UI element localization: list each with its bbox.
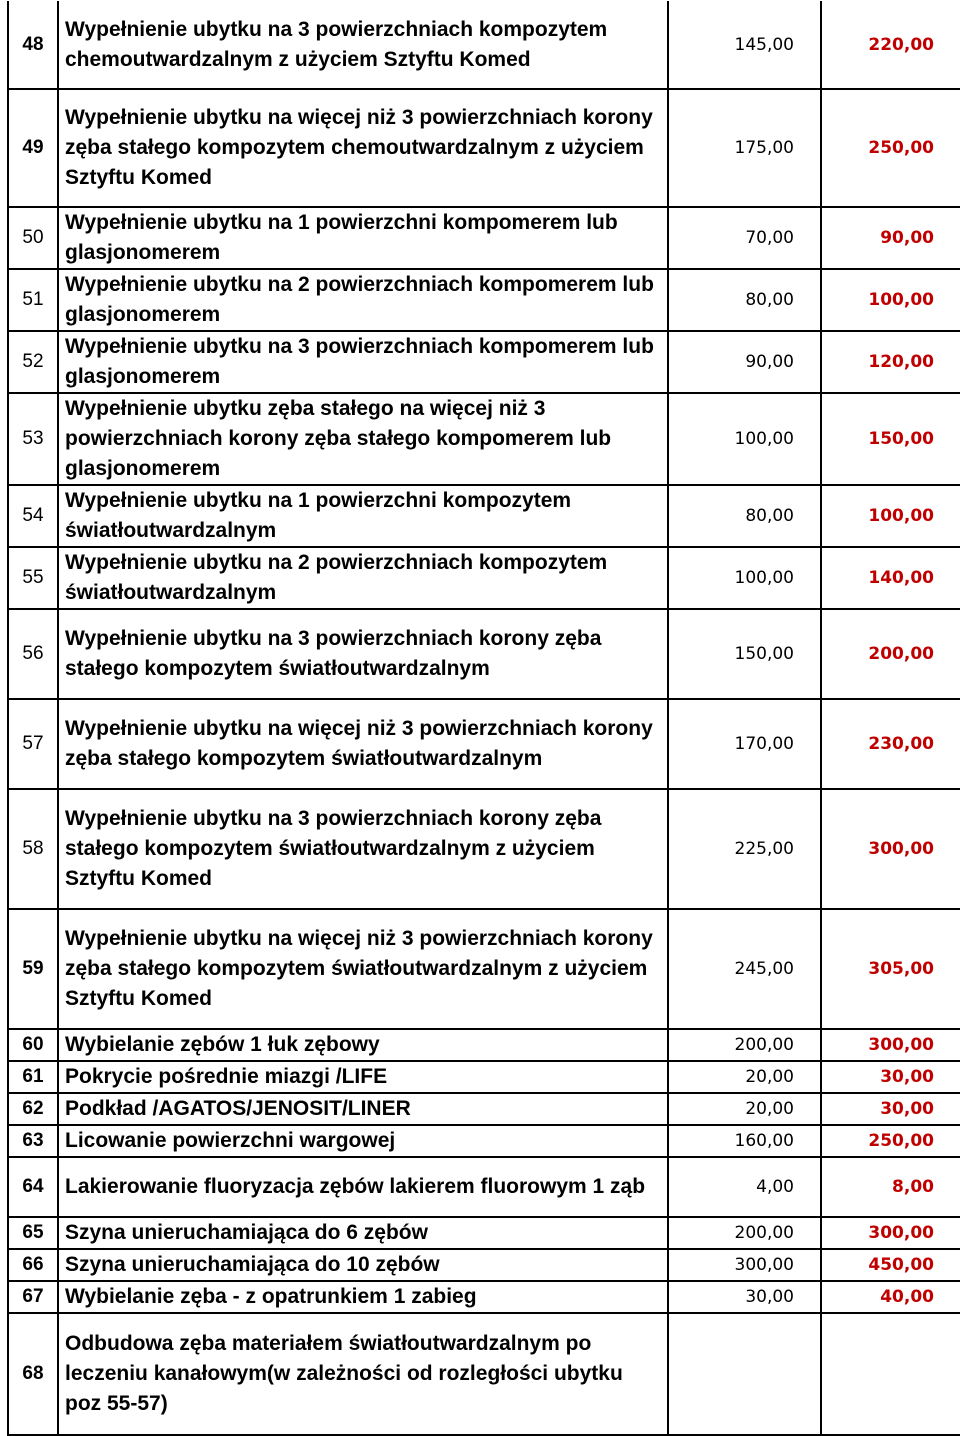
table-row xyxy=(8,1029,960,1061)
table-row xyxy=(8,909,960,1029)
price-2: 100,00 xyxy=(821,485,960,547)
row-number: 67 xyxy=(8,1281,58,1313)
service-description: Wypełnienie ubytku zęba stałego na więcej niż 3 powierzchniach korony zęba stałego kompomerem lub glasjonomerem xyxy=(58,393,668,485)
table-row xyxy=(8,1,960,89)
row-number: 51 xyxy=(8,269,58,331)
price-1: 145,00 xyxy=(668,1,821,89)
row-number: 49 xyxy=(8,89,58,207)
table-row xyxy=(8,609,960,699)
row-number: 52 xyxy=(8,331,58,393)
price-2: 230,00 xyxy=(821,699,960,789)
table-row xyxy=(8,393,960,485)
price-2: 140,00 xyxy=(821,547,960,609)
service-description: Lakierowanie fluoryzacja zębów lakierem fluorowym 1 ząb xyxy=(58,1157,668,1217)
price-2 xyxy=(821,1313,960,1435)
table-row xyxy=(8,89,960,207)
table-row xyxy=(8,1093,960,1125)
price-1 xyxy=(668,1313,821,1435)
row-number: 55 xyxy=(8,547,58,609)
price-2: 250,00 xyxy=(821,1125,960,1157)
price-1: 30,00 xyxy=(668,1281,821,1313)
service-description: Podkład /AGATOS/JENOSIT/LINER xyxy=(58,1093,668,1125)
service-description: Wypełnienie ubytku na 2 powierzchniach kompomerem lub glasjonomerem xyxy=(58,269,668,331)
price-1: 150,00 xyxy=(668,609,821,699)
row-number: 56 xyxy=(8,609,58,699)
price-2: 300,00 xyxy=(821,1217,960,1249)
row-number: 61 xyxy=(8,1061,58,1093)
row-number: 62 xyxy=(8,1093,58,1125)
table-row xyxy=(8,1313,960,1435)
price-2: 150,00 xyxy=(821,393,960,485)
price-2: 8,00 xyxy=(821,1157,960,1217)
price-table xyxy=(7,1,960,1436)
table-row xyxy=(8,1281,960,1313)
service-description: Wypełnienie ubytku na 3 powierzchniach kompomerem lub glasjonomerem xyxy=(58,331,668,393)
table-row xyxy=(8,1217,960,1249)
service-description: Pokrycie pośrednie miazgi /LIFE xyxy=(58,1061,668,1093)
price-2: 220,00 xyxy=(821,1,960,89)
price-2: 200,00 xyxy=(821,609,960,699)
row-number: 60 xyxy=(8,1029,58,1061)
row-number: 57 xyxy=(8,699,58,789)
service-description: Wypełnienie ubytku na więcej niż 3 powierzchniach korony zęba stałego kompozytem chemoutwardzalnym z użyciem Sztyftu Komed xyxy=(58,89,668,207)
table-row xyxy=(8,547,960,609)
row-number: 64 xyxy=(8,1157,58,1217)
row-number: 68 xyxy=(8,1313,58,1435)
service-description: Szyna unieruchamiająca do 10 zębów xyxy=(58,1249,668,1281)
row-number: 65 xyxy=(8,1217,58,1249)
table-row xyxy=(8,1249,960,1281)
price-1: 245,00 xyxy=(668,909,821,1029)
price-2: 40,00 xyxy=(821,1281,960,1313)
service-description: Licowanie powierzchni wargowej xyxy=(58,1125,668,1157)
table-row xyxy=(8,1125,960,1157)
price-table-body xyxy=(8,1,960,1435)
price-2: 305,00 xyxy=(821,909,960,1029)
row-number: 54 xyxy=(8,485,58,547)
row-number: 66 xyxy=(8,1249,58,1281)
price-2: 250,00 xyxy=(821,89,960,207)
service-description: Wybielanie zęba - z opatrunkiem 1 zabieg xyxy=(58,1281,668,1313)
table-row xyxy=(8,789,960,909)
service-description: Wypełnienie ubytku na 2 powierzchniach kompozytem światłoutwardzalnym xyxy=(58,547,668,609)
service-description: Wypełnienie ubytku na 1 powierzchni kompozytem światłoutwardzalnym xyxy=(58,485,668,547)
table-row xyxy=(8,269,960,331)
service-description: Wybielanie zębów 1 łuk zębowy xyxy=(58,1029,668,1061)
price-1: 80,00 xyxy=(668,485,821,547)
price-1: 300,00 xyxy=(668,1249,821,1281)
price-2: 450,00 xyxy=(821,1249,960,1281)
table-row xyxy=(8,207,960,269)
row-number: 59 xyxy=(8,909,58,1029)
row-number: 63 xyxy=(8,1125,58,1157)
price-2: 30,00 xyxy=(821,1093,960,1125)
price-1: 175,00 xyxy=(668,89,821,207)
price-1: 170,00 xyxy=(668,699,821,789)
service-description: Wypełnienie ubytku na 3 powierzchniach korony zęba stałego kompozytem światłoutwardzalnym z użyciem Sztyftu Komed xyxy=(58,789,668,909)
price-2: 100,00 xyxy=(821,269,960,331)
row-number: 50 xyxy=(8,207,58,269)
price-2: 90,00 xyxy=(821,207,960,269)
price-2: 120,00 xyxy=(821,331,960,393)
price-1: 160,00 xyxy=(668,1125,821,1157)
service-description: Wypełnienie ubytku na więcej niż 3 powierzchniach korony zęba stałego kompozytem światłoutwardzalnym xyxy=(58,699,668,789)
price-2: 300,00 xyxy=(821,1029,960,1061)
service-description: Wypełnienie ubytku na 3 powierzchniach kompozytem chemoutwardzalnym z użyciem Sztyftu Komed xyxy=(58,1,668,89)
table-row xyxy=(8,331,960,393)
price-1: 225,00 xyxy=(668,789,821,909)
price-2: 300,00 xyxy=(821,789,960,909)
price-1: 200,00 xyxy=(668,1217,821,1249)
price-1: 80,00 xyxy=(668,269,821,331)
table-row xyxy=(8,485,960,547)
price-1: 200,00 xyxy=(668,1029,821,1061)
service-description: Wypełnienie ubytku na 3 powierzchniach korony zęba stałego kompozytem światłoutwardzalnym xyxy=(58,609,668,699)
table-row xyxy=(8,1061,960,1093)
table-row xyxy=(8,699,960,789)
service-description: Wypełnienie ubytku na więcej niż 3 powierzchniach korony zęba stałego kompozytem światłoutwardzalnym z użyciem Sztyftu Komed xyxy=(58,909,668,1029)
service-description: Szyna unieruchamiająca do 6 zębów xyxy=(58,1217,668,1249)
price-2: 30,00 xyxy=(821,1061,960,1093)
price-1: 90,00 xyxy=(668,331,821,393)
table-row xyxy=(8,1157,960,1217)
price-1: 100,00 xyxy=(668,393,821,485)
row-number: 53 xyxy=(8,393,58,485)
row-number: 48 xyxy=(8,1,58,89)
price-1: 70,00 xyxy=(668,207,821,269)
price-1: 20,00 xyxy=(668,1093,821,1125)
service-description: Wypełnienie ubytku na 1 powierzchni kompomerem lub glasjonomerem xyxy=(58,207,668,269)
price-1: 4,00 xyxy=(668,1157,821,1217)
service-description: Odbudowa zęba materiałem światłoutwardzalnym po leczeniu kanałowym(w zależności od rozległości ubytku poz 55-57) xyxy=(58,1313,668,1435)
row-number: 58 xyxy=(8,789,58,909)
price-1: 20,00 xyxy=(668,1061,821,1093)
price-1: 100,00 xyxy=(668,547,821,609)
